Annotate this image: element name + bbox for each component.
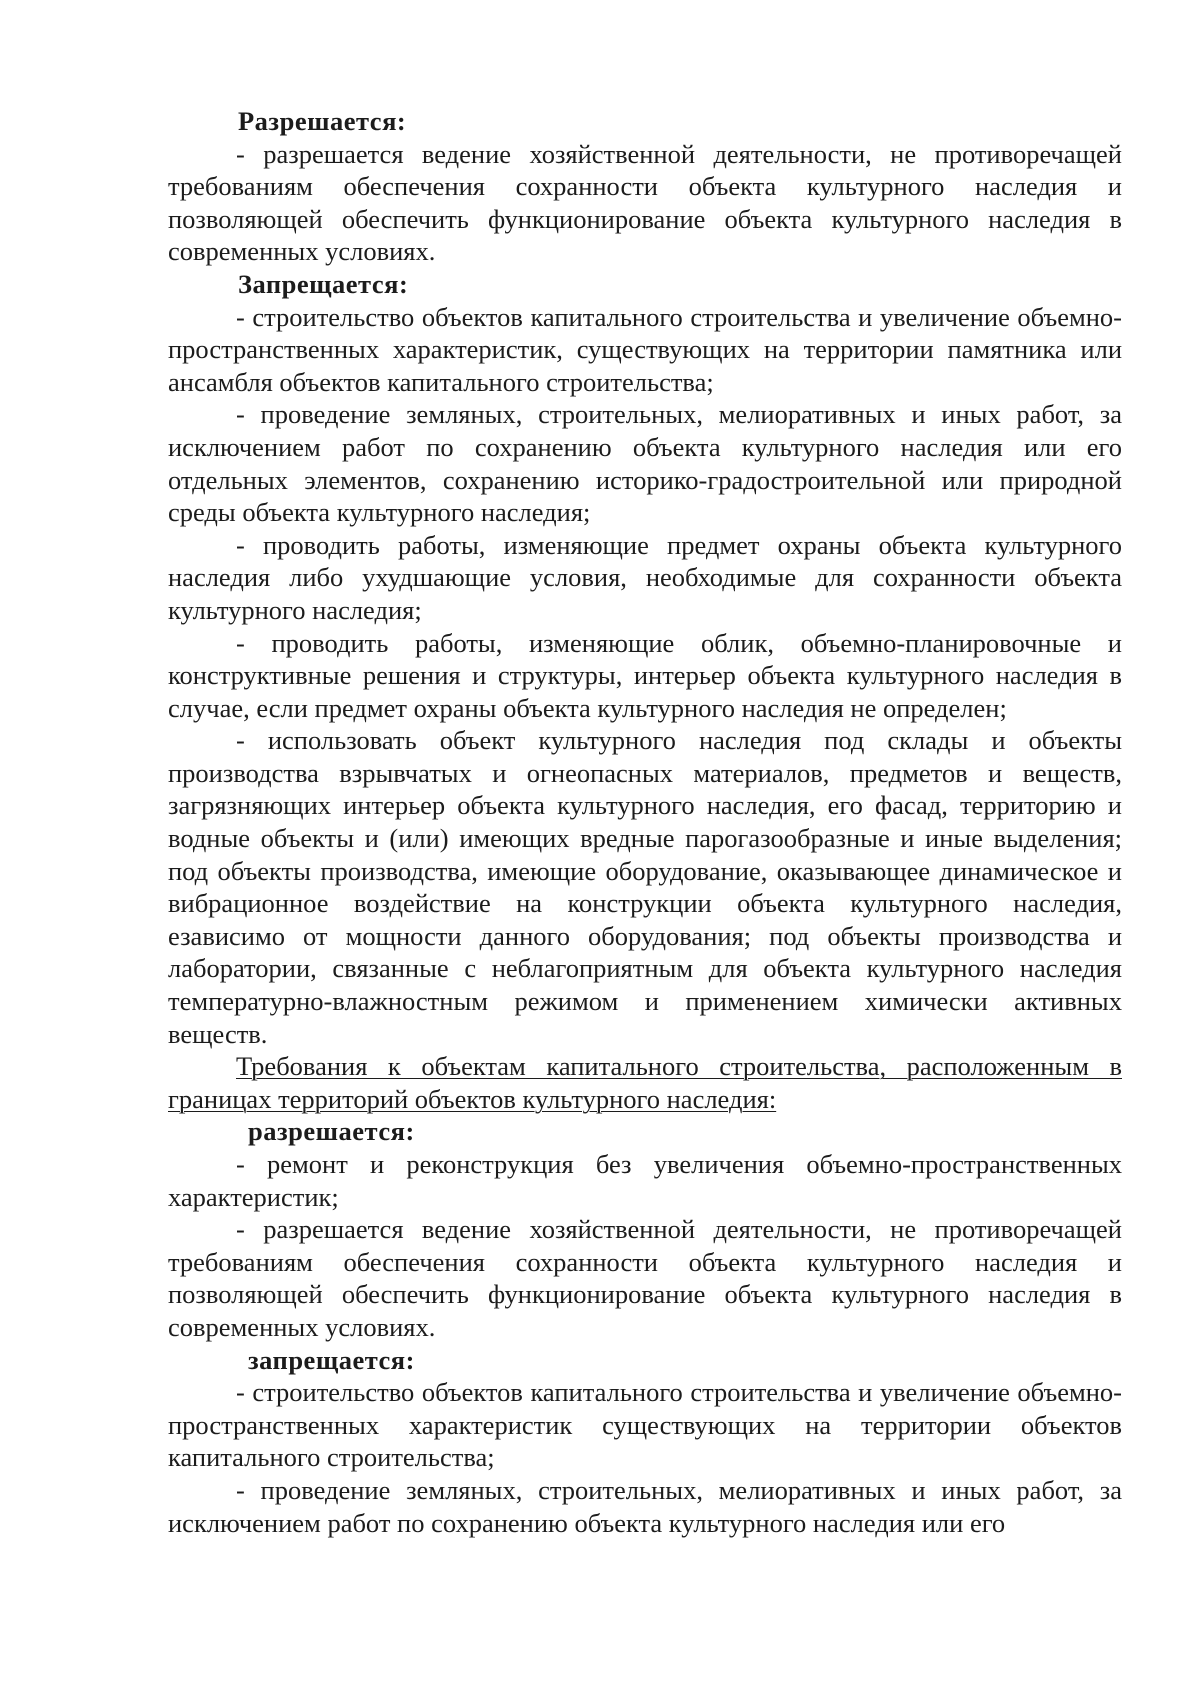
forbidden-subheading: запрещается: xyxy=(248,1344,415,1375)
forbidden-item: - проведение земляных, строительных, мелиоративных и иных работ, за исключением работ по сохранению объекта культурного наследия или его отдельных элементов, сохранению историко-градостроительной или природной среды объекта культурного наследия; xyxy=(168,399,1122,528)
forbidden-item: - проводить работы, изменяющие облик, объемно-планировочные и конструктивные решения и структуры, интерьер объекта культурного наследия в случае, если предмет охраны объекта культурного наследия не определен; xyxy=(168,627,1122,723)
forbidden-item: - использовать объект культурного наследия под склады и объекты производства взрывчатых и огнеопасных материалов, предметов и веществ, загрязняющих интерьер объекта культурного наследия, его фасад, территорию и водные объекты и (или) имеющих вредные парогазообразные и иные выделения; под объекты производства, имеющие оборудование, оказывающее динамическое и вибрационное воздействие на конструкции объекта культурного наследия, езависимо от мощности данного оборудования; под объекты производства и лаборатории, связанные с неблагоприятным для объекта культурного наследия температурно-влажностным режимом и применением химически активных веществ. xyxy=(168,725,1122,1049)
forbidden-item: - проведение земляных, строительных, мелиоративных и иных работ, за исключением работ по сохранению объекта культурного наследия или его xyxy=(168,1474,1122,1538)
allowed-item: - ремонт и реконструкция без увеличения объемно-пространственных характеристик; xyxy=(168,1149,1122,1212)
forbidden-item: - строительство объектов капитального строительства и увеличение объемно-пространственных характеристик существующих на территории объектов капитального строительства; xyxy=(168,1377,1122,1473)
forbidden-heading: Запрещается: xyxy=(238,268,409,299)
section-title xyxy=(168,1050,1122,1115)
forbidden-item: - строительство объектов капитального строительства и увеличение объемно-пространственных характеристик, существующих на территории памятника или ансамбля объектов капитального строительства; xyxy=(168,301,1122,397)
forbidden-item: - проводить работы, изменяющие предмет охраны объекта культурного наследия либо ухудшающие условия, необходимые для сохранности объекта культурного наследия; xyxy=(168,529,1122,625)
section-title-text: Требования к объектам капитального строительства, расположенным в границах территорий объектов культурного наследия: xyxy=(168,1051,1122,1114)
allowed-item: - разрешается ведение хозяйственной деятельности, не противоречащей требованиям обеспечения сохранности объекта культурного наследия и позволяющей обеспечить функционирование объекта культурного наследия в современных условиях. xyxy=(168,138,1122,267)
allowed-item: - разрешается ведение хозяйственной деятельности, не противоречащей требованиям обеспечения сохранности объекта культурного наследия и позволяющей обеспечить функционирование объекта культурного наследия в современных условиях. xyxy=(168,1214,1122,1342)
allowed-heading: Разрешается: xyxy=(238,106,407,136)
document-page xyxy=(168,105,1122,1539)
allowed-subheading: разрешается: xyxy=(248,1116,415,1147)
